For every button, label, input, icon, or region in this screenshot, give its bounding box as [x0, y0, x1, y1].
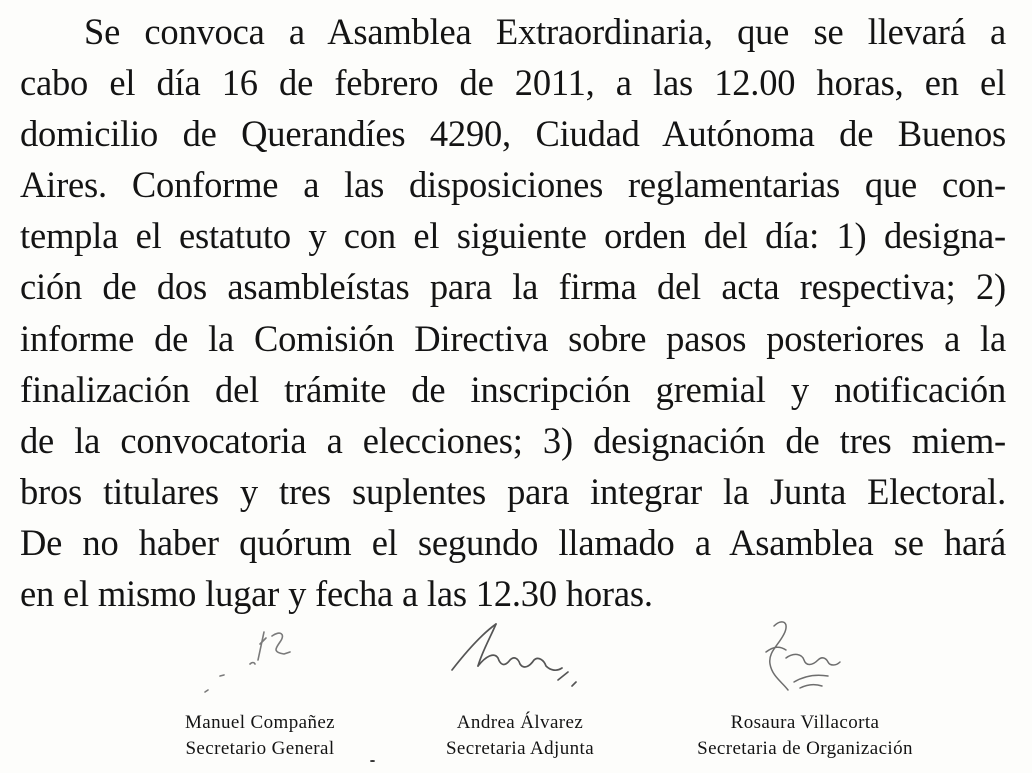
handwritten-signature-icon [160, 612, 360, 707]
notice-line: de la convocatoria a elecciones; 3) designación de tres miem- [20, 419, 1006, 461]
scan-speck [370, 760, 375, 762]
notice-line: templa el estatuto y con el siguiente orden del día: 1) designa- [20, 215, 1006, 257]
handwritten-signature-icon [420, 612, 620, 707]
signatory-role: Secretaria Adjunta [445, 738, 595, 759]
signatures-section [0, 612, 1032, 773]
notice-line: Aires. Conforme a las disposiciones reglamentarias que con- [20, 164, 1006, 206]
signatory-role: Secretario General [185, 738, 335, 759]
signatory-name: Rosaura Villacorta [730, 712, 880, 733]
notice-line: en el mismo lugar y fecha a las 12.30 horas. [20, 573, 653, 615]
notice-line: Se convoca a Asamblea Extraordinaria, que se llevará a [84, 11, 1006, 52]
signatory-name: Manuel Compañez [184, 712, 336, 733]
notice-line: domicilio de Querandíes 4290, Ciudad Autónoma de Buenos [20, 113, 1006, 155]
notice-line: De no haber quórum el segundo llamado a Asamblea se hará [20, 521, 1006, 563]
signature-block-secretario-general [160, 612, 360, 773]
notice-line: informe de la Comisión Directiva sobre pasos posteriores a la [20, 317, 1006, 359]
notice-line: ción de dos asambleístas para la firma del acta respectiva; 2) [20, 266, 1006, 308]
notice-line: bros titulares y tres suplentes para integrar la Junta Electoral. [20, 470, 1006, 512]
signatory-role: Secretaria de Organización [697, 738, 913, 759]
notice-line: finalización del trámite de inscripción gremial y notificación [20, 368, 1006, 410]
signature-block-secretaria-adjunta [420, 612, 620, 773]
convocation-notice [20, 6, 1006, 619]
handwritten-signature-icon [670, 612, 940, 707]
signatory-name: Andrea Álvarez [456, 712, 584, 733]
signature-block-secretaria-organizacion [670, 612, 940, 773]
notice-line: cabo el día 16 de febrero de 2011, a las 12.00 horas, en el [20, 62, 1006, 104]
